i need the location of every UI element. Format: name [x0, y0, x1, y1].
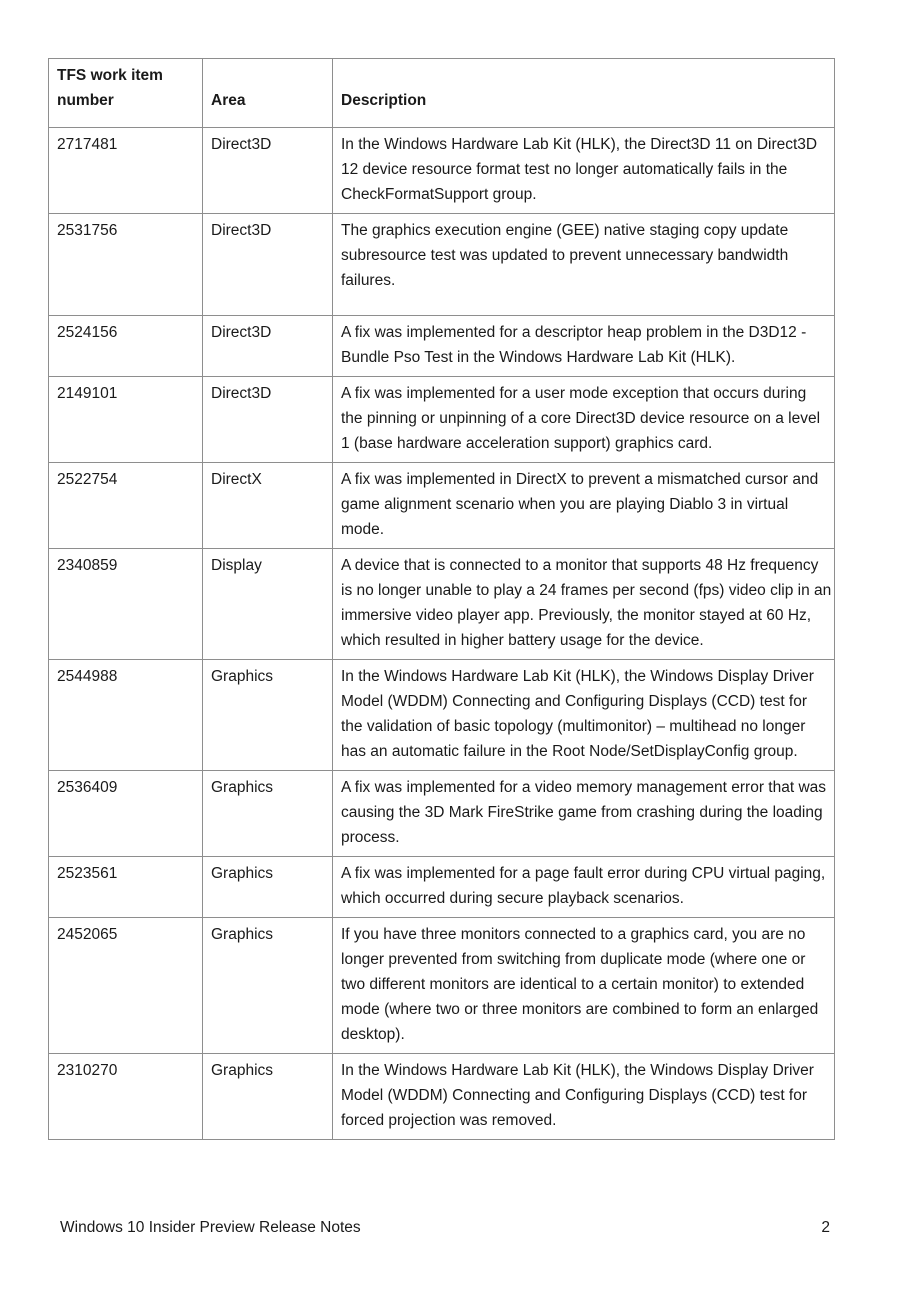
table-row: [49, 377, 835, 463]
table-row: [49, 771, 835, 857]
work-item-cell: 2340859: [49, 549, 203, 660]
area-cell: Graphics: [203, 1054, 333, 1140]
table-row: [49, 857, 835, 918]
table-row: [49, 128, 835, 214]
work-item-cell: 2536409: [49, 771, 203, 857]
description-cell: A fix was implemented in DirectX to prevent a mismatched cursor and game alignment scenario when you are playing Diablo 3 in virtual mode.: [333, 463, 835, 549]
header-work-item: TFS work item number: [49, 59, 203, 128]
area-cell: Graphics: [203, 660, 333, 771]
area-cell: Graphics: [203, 771, 333, 857]
table-row: [49, 463, 835, 549]
table-header-row: [49, 59, 835, 128]
work-item-cell: 2524156: [49, 316, 203, 377]
description-cell: A device that is connected to a monitor that supports 48 Hz frequency is no longer unable to play a 24 frames per second (fps) video clip in an immersive video player app. Previously, the monitor stayed at 60 Hz, which resulted in higher battery usage for the device.: [333, 549, 835, 660]
header-area: Area: [203, 59, 333, 128]
area-cell: Graphics: [203, 857, 333, 918]
description-cell: In the Windows Hardware Lab Kit (HLK), the Direct3D 11 on Direct3D 12 device resource format test no longer automatically fails in the CheckFormatSupport group.: [333, 128, 835, 214]
footer-document-title: Windows 10 Insider Preview Release Notes: [60, 1219, 361, 1236]
table-row: [49, 549, 835, 660]
area-cell: Direct3D: [203, 316, 333, 377]
area-cell: Direct3D: [203, 128, 333, 214]
area-cell: Direct3D: [203, 377, 333, 463]
area-cell: Display: [203, 549, 333, 660]
release-notes-table: [48, 58, 835, 1140]
table-row: [49, 214, 835, 316]
work-item-cell: 2544988: [49, 660, 203, 771]
description-cell: A fix was implemented for a descriptor heap problem in the D3D12 - Bundle Pso Test in the Windows Hardware Lab Kit (HLK).: [333, 316, 835, 377]
description-cell: A fix was implemented for a user mode exception that occurs during the pinning or unpinning of a core Direct3D device resource on a level 1 (base hardware acceleration support) graphics card.: [333, 377, 835, 463]
work-item-cell: 2310270: [49, 1054, 203, 1140]
work-item-cell: 2522754: [49, 463, 203, 549]
work-item-cell: 2149101: [49, 377, 203, 463]
work-item-cell: 2523561: [49, 857, 203, 918]
table-row: [49, 660, 835, 771]
description-cell: A fix was implemented for a page fault error during CPU virtual paging, which occurred during secure playback scenarios.: [333, 857, 835, 918]
description-cell: If you have three monitors connected to a graphics card, you are no longer prevented from switching from duplicate mode (where one or two different monitors are identical to a certain monitor) to extended mode (where two or three monitors are combined to form an enlarged desktop).: [333, 918, 835, 1054]
area-cell: Graphics: [203, 918, 333, 1054]
description-cell: In the Windows Hardware Lab Kit (HLK), the Windows Display Driver Model (WDDM) Connecting and Configuring Displays (CCD) test for the validation of basic topology (multimonitor) – multihead no longer has an automatic failure in the Root Node/SetDisplayConfig group.: [333, 660, 835, 771]
area-cell: DirectX: [203, 463, 333, 549]
work-item-cell: 2717481: [49, 128, 203, 214]
table-row: [49, 316, 835, 377]
description-cell: In the Windows Hardware Lab Kit (HLK), the Windows Display Driver Model (WDDM) Connecting and Configuring Displays (CCD) test for forced projection was removed.: [333, 1054, 835, 1140]
work-item-cell: 2452065: [49, 918, 203, 1054]
work-item-cell: 2531756: [49, 214, 203, 316]
table-row: [49, 918, 835, 1054]
header-description: Description: [333, 59, 835, 128]
footer-page-number: 2: [821, 1219, 830, 1236]
area-cell: Direct3D: [203, 214, 333, 316]
table-row: [49, 1054, 835, 1140]
description-cell: The graphics execution engine (GEE) native staging copy update subresource test was updated to prevent unnecessary bandwidth failures.: [333, 214, 835, 316]
description-cell: A fix was implemented for a video memory management error that was causing the 3D Mark FireStrike game from crashing during the loading process.: [333, 771, 835, 857]
